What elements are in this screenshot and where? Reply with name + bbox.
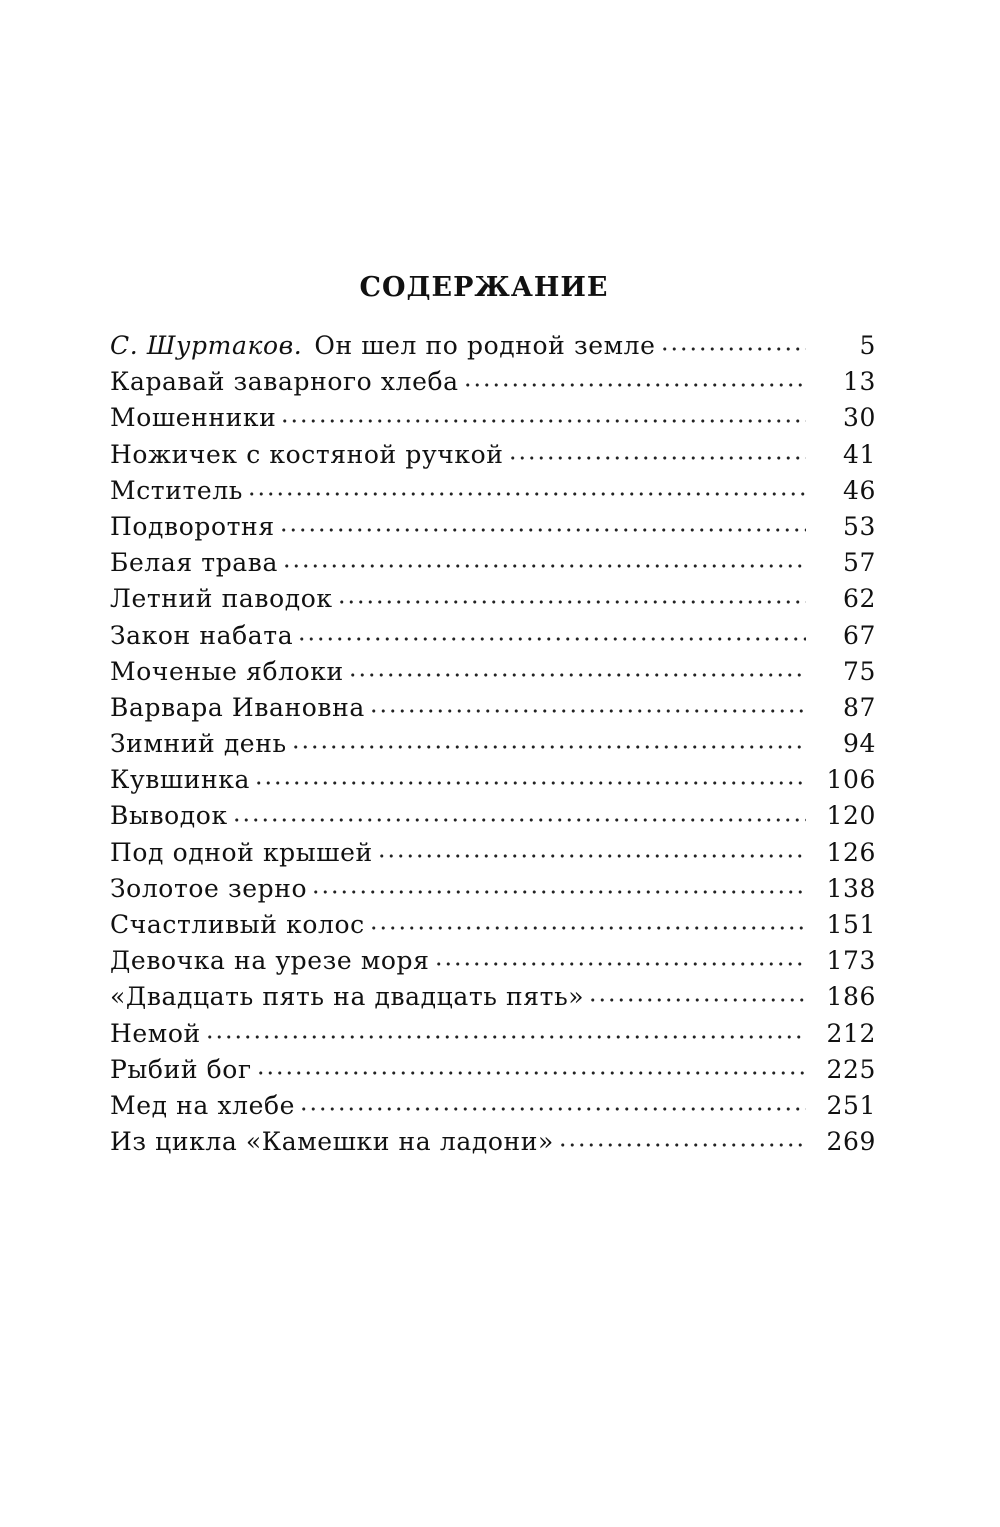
dot-leader bbox=[256, 1070, 806, 1076]
toc-entry-page: 5 bbox=[859, 331, 876, 360]
dot-leader bbox=[299, 1106, 806, 1112]
dot-leader bbox=[291, 744, 806, 750]
dot-leader bbox=[247, 491, 806, 497]
toc-entry[interactable] bbox=[110, 871, 876, 907]
dot-leader bbox=[558, 1142, 806, 1148]
table-of-contents bbox=[110, 328, 876, 1160]
toc-entry[interactable] bbox=[110, 798, 876, 834]
toc-entry-page: 87 bbox=[842, 692, 876, 722]
toc-entry-title: Из цикла «Камешки на ладони» bbox=[110, 1127, 554, 1157]
toc-entry[interactable] bbox=[110, 835, 876, 871]
toc-entry-page: 53 bbox=[842, 511, 876, 541]
dot-leader bbox=[280, 418, 806, 424]
toc-entry-title: С. Шуртаков. Он шел по родной земле bbox=[110, 331, 656, 360]
toc-entry-page: 212 bbox=[826, 1018, 876, 1048]
toc-entry[interactable] bbox=[110, 762, 876, 798]
toc-entry-page: 13 bbox=[842, 367, 876, 397]
toc-entry-title: Зимний день bbox=[110, 729, 287, 759]
toc-entry-title: Ножичек с костяной ручкой bbox=[110, 439, 504, 469]
toc-entry-author: С. Шуртаков. bbox=[110, 331, 303, 360]
toc-entry[interactable] bbox=[110, 364, 876, 400]
toc-entry-title: Кувшинка bbox=[110, 765, 251, 795]
toc-entry[interactable] bbox=[110, 726, 876, 762]
toc-entry[interactable] bbox=[110, 1016, 876, 1052]
toc-entry[interactable] bbox=[110, 1124, 876, 1160]
toc-entry-page: 138 bbox=[826, 873, 876, 903]
toc-entry-title: Мститель bbox=[110, 475, 244, 505]
toc-entry-title: Мошенники bbox=[110, 403, 277, 433]
dot-leader bbox=[348, 672, 806, 678]
page-title-text: СОДЕРЖАНИЕ bbox=[359, 272, 609, 304]
dot-leader bbox=[377, 853, 806, 859]
toc-entry[interactable] bbox=[110, 545, 876, 581]
toc-entry-page: 225 bbox=[826, 1054, 876, 1084]
toc-entry-title: Девочка на урезе моря bbox=[110, 946, 430, 976]
toc-entry-page: 67 bbox=[842, 620, 876, 650]
toc-entry-page: 62 bbox=[842, 584, 876, 614]
dot-leader bbox=[279, 527, 806, 533]
toc-entry[interactable] bbox=[110, 437, 876, 473]
toc-entry-page: 173 bbox=[826, 946, 876, 976]
toc-entry-title: Мед на хлебе bbox=[110, 1090, 296, 1120]
toc-entry-page: 46 bbox=[842, 475, 876, 505]
toc-entry-page: 151 bbox=[826, 910, 876, 939]
toc-entry-title: Счастливый колос bbox=[110, 910, 365, 939]
toc-entry[interactable] bbox=[110, 400, 876, 436]
toc-entry[interactable] bbox=[110, 979, 876, 1015]
toc-entry-page: 251 bbox=[826, 1090, 876, 1120]
dot-leader bbox=[297, 636, 806, 642]
toc-entry-page: 120 bbox=[826, 801, 876, 831]
dot-leader bbox=[311, 889, 806, 895]
page-title bbox=[0, 272, 1000, 303]
toc-entry-page: 106 bbox=[826, 765, 876, 795]
dot-leader bbox=[434, 961, 806, 967]
toc-entry-title: Летний паводок bbox=[110, 584, 333, 614]
toc-entry-title: Выводок bbox=[110, 801, 228, 831]
toc-entry-page: 186 bbox=[826, 982, 876, 1012]
toc-entry[interactable] bbox=[110, 1052, 876, 1088]
toc-entry-page: 30 bbox=[842, 403, 876, 433]
toc-entry-title: Рыбий бог bbox=[110, 1054, 252, 1084]
toc-entry-title: Закон набата bbox=[110, 620, 294, 650]
dot-leader bbox=[205, 1034, 806, 1040]
toc-entry-title: «Двадцать пять на двадцать пять» bbox=[110, 982, 585, 1012]
toc-entry-page: 94 bbox=[842, 729, 876, 759]
toc-entry[interactable] bbox=[110, 907, 876, 943]
toc-entry-page: 126 bbox=[826, 837, 876, 867]
dot-leader bbox=[282, 563, 806, 569]
dot-leader bbox=[337, 599, 806, 605]
toc-entry[interactable] bbox=[110, 473, 876, 509]
toc-entry-title: Немой bbox=[110, 1018, 201, 1048]
dot-leader bbox=[588, 997, 806, 1003]
dot-leader bbox=[508, 455, 806, 461]
toc-entry[interactable] bbox=[110, 328, 876, 364]
toc-entry-page: 57 bbox=[842, 548, 876, 578]
toc-entry[interactable] bbox=[110, 1088, 876, 1124]
toc-entry-title: Моченые яблоки bbox=[110, 656, 344, 686]
toc-entry[interactable] bbox=[110, 581, 876, 617]
toc-entry-title: Варвара Ивановна bbox=[110, 692, 365, 722]
toc-entry[interactable] bbox=[110, 690, 876, 726]
dot-leader bbox=[369, 708, 806, 714]
toc-entry-page: 41 bbox=[842, 439, 876, 469]
toc-entry[interactable] bbox=[110, 654, 876, 690]
toc-entry-page: 269 bbox=[826, 1127, 876, 1157]
dot-leader bbox=[369, 925, 806, 931]
toc-entry-page: 75 bbox=[842, 656, 876, 686]
toc-entry-title: Подворотня bbox=[110, 511, 275, 541]
dot-leader bbox=[232, 817, 806, 823]
toc-entry[interactable] bbox=[110, 618, 876, 654]
toc-entry-title: Каравай заварного хлеба bbox=[110, 367, 459, 397]
toc-entry[interactable] bbox=[110, 509, 876, 545]
toc-entry[interactable] bbox=[110, 943, 876, 979]
toc-entry-title: Золотое зерно bbox=[110, 873, 308, 903]
toc-entry-title: Под одной крышей bbox=[110, 837, 373, 867]
toc-entry-title: Белая трава bbox=[110, 548, 278, 578]
dot-leader bbox=[660, 346, 806, 352]
dot-leader bbox=[254, 780, 806, 786]
dot-leader bbox=[463, 382, 806, 388]
